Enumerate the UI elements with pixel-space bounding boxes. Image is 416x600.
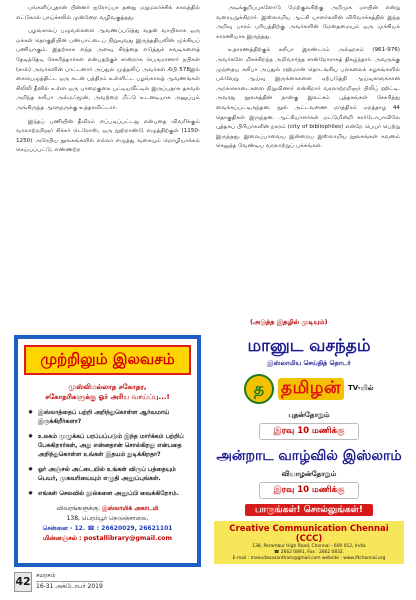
watch-text: பாருங்கள்! சொல்லுங்கள்! [245, 504, 373, 516]
company-box [214, 521, 404, 564]
company-phone: ☎ 2662 0891, Fax : 2662 0832. [273, 550, 345, 555]
org-address: 138, பெரம்பூர் நெடுஞ்சாலை, [66, 515, 149, 522]
page-footer [14, 572, 134, 594]
list-item [28, 408, 189, 426]
continued-note: (அடுத்த இதழில் முடியும்) [250, 318, 328, 326]
article-paragraph: உதாரணத்திற்குக் கலீபா இரண்டாம் அல்ஹகம் (961-976) அவர்களே மிகச்சிறந்த அறிவார்ந்த சான்றோராகத் திகழ்ந்தார். அவருக்கு முந்தைய கலீபா அப்துல் ரஹ்மான் தொடங்கிய பல்கலைக் கழகங்களில் பல்வேறு ஆய்வு இருக்கைகளை ஏற்படுத்தி ஆய்வுகளுக்கான அறக்கொடைகளை நிறுவினார் என்கிறார் வரலாற்றறிஞர் பிலிப் ஹிட்டி. அவரது நூலகத்தின் நான்கு இலட்சம் புத்தகங்கள் சேகரித்து வைக்கப்பட்டிருந்தன. நூல் அட்டவணை மாத்திரம் ஏறத்தாழ 44 தொகுதிகள் இருந்தன. ஆட்சியாளர்கள் மட்டுமின்றி கார்டோபாவிலே புத்தகப் பிரியர்களின் நகரம் (city of bibliophiles) என்றே பெயர் பெற்று இருந்தது. இலைப்பாவைய இன்றைய இஸ்லாமிய நூலகங்கள் கவனம் செலுத்த வேண்டிய வரலாற்றுப் பக்கங்கள். [216, 47, 400, 150]
company-web[interactable]: E-mail : manudavasantham@gmail.com website : www.iftchennai.org [232, 556, 386, 561]
manuda-vasantham-ad [214, 335, 404, 567]
article-paragraph: பழங்காலப் பழுவல்களை ஆவணப்படுத்து வதன் வாயிலாக ஒரு மக்கள் தொகுதியின் பண்பாட்டைப் நிறுவுவது இருந்ததியலின் முக்கியப் பணியாகும். இதற்காக எந்த அளவு சிரத்தை எடுத்துச் சுவடிகளைத் தேடித்தேடி சேகரித்தார்கள் என்பதற்குச் சான்றாக பெருமானார் நபிகள் (ஸல்) அவர்களின் பாட்டனார் அப்துல் முத்தலிப் அவர்கள் கிபி 578இல் கையெழுத்திட்ட ஒரு கடன் பத்திரம் உள்ளிட்ட பழங்காலத் ஆவணங்கள் சிலிலி தீனில் உள்ள ஒரு பாறைகுகை புட்டியவீட்டில் இருப்பதாக தகவல் அறிந்த கலீபா அல்மஃமூன், அவற்றை மீட்டு உடனடியாக அனுப்பும் அங்கிருந்த ஆளுநருக்கு உத்தரவிட்டார். [16, 28, 200, 111]
org-phone: சென்னை - 12. ☎ : 26620029, 26621101 [42, 525, 173, 532]
tamilan-tv-logo [234, 374, 384, 406]
article-column-left [16, 4, 200, 156]
list-item-text: ஓர் அஞ்சல் அட்டையில் உங்கள் விருப் பத்தையும் பெயர், முகவரியையும் எழுதி அனுப்புங்கள். [38, 466, 176, 482]
ad-headline-line2: சகோதரிகளுக்கு ஓர் அரிய வாய்ப்பு...! [45, 393, 170, 401]
list-item-text: இஸ்லாத்தைப் பற்றி அறிந்துகொள்ள ஆர்வமாய் இருக்கிறீர்களா? [38, 409, 170, 425]
page-number: 42 [14, 572, 32, 592]
contact-label: விவரங்களுக்கு: [56, 505, 101, 512]
org-name: இஸ்லாமிக் அகாடமி [102, 505, 159, 512]
article-paragraph: அடிக்குறிப்புகளோடு மேற்குலகிற்கு அறிமுக மாயின் என்று வரையறுக்கிறார். இஸ்லாமிய ஆட்சி யாளர்களின் விரிவாக்கத்தில் இந்த அறிவு பாரம் பரியத்திற்கு அவர்களின் மேதைமையும் ஒரு முக்கியக் காரணியாக இருந்தது. [216, 5, 400, 40]
bullet-icon: ✸ [28, 490, 34, 497]
bullet-icon: ✸ [28, 409, 34, 416]
company-address: 138, Perambur High Road, Chennai - 600 012, India [252, 544, 366, 549]
bullet-icon: ✸ [28, 433, 34, 440]
ad-list [18, 408, 197, 498]
list-item [28, 465, 189, 483]
ad-title: மானுட வசந்தம் [247, 336, 371, 356]
watch-banner [214, 505, 404, 516]
list-item [28, 489, 189, 498]
list-item-text: எங்கள் செலவில் நூல்களை அனுப்பி வைக்கிறோம். [38, 490, 179, 497]
article-paragraph: இந்தப் பணியின் தீவிரம் எப்படிப்பட்டது என்பதை விவரிக்கும் வரலாற்றறிஞர் சிக்கர் டெரோஸ், ஒரு நூற்றாண்டு எழுத்திற்குள் (1150-1250) அரேபிய நூலகங்களில் எல்லா எழுத்து வகையும் மொழியாக்கம் செய்யப்பட்டு, எண்ணற்ற [16, 118, 200, 154]
schedule-time-2: இரவு 10 மணிக்கு [259, 482, 359, 499]
free-banner: முற்றிலும் இலவசம் [24, 345, 191, 375]
tv-name: தமிழன் [278, 378, 344, 400]
ad-contact [18, 504, 197, 544]
tv-logo-icon: த [244, 374, 274, 404]
schedule-day-1: புதன்தோறும் [288, 411, 330, 419]
org-email[interactable]: மின்னஞ்சல் : postallibrary@gmail.com [42, 535, 173, 542]
article-column-right [216, 4, 400, 152]
company-name: Creative Communication Chennai (CCC) [229, 524, 389, 544]
schedule-day-2: வியாழன்தோறும் [281, 470, 337, 478]
tv-suffix: TV-யில் [348, 384, 374, 392]
issue-date: 16-31 அக்டோபர் 2019 [36, 583, 103, 590]
article-paragraph: பங்களிப்புதான் பின்னர் ஐரோப்பா தனது மறுமலர்ச்சிக் காலத்தில் எட்டுகால் பாய்ச்சலில் முன்னேற வழிவகுத்தது. [16, 5, 200, 21]
magazine-name: சமரசம் [36, 572, 56, 579]
ad-headline-line1: முஸ்லிமல்லாத சகோதர, [68, 383, 147, 391]
ad-subtitle: இஸ்லாமிய செய்தித் தொடர் [267, 359, 351, 367]
program-title: அன்றாட வாழ்வில் இஸ்லாம் [216, 448, 402, 464]
list-item [28, 432, 189, 459]
ad-headline [18, 382, 197, 402]
islamic-academy-ad [14, 335, 201, 567]
list-item-text: உலகம் முழுக்கப் பரப்பப்படும் இந்த மார்க்கம் பற்றிப் பேசுகிறார்கள், அது என்னதான் சொல்கிறது என்பதை அறிந்துகொள்ள உங்கள் இதயம் துடிக்கிறதா? [38, 433, 184, 458]
schedule-time-1: இரவு 10 மணிக்கு [259, 423, 359, 440]
bullet-icon: ✸ [28, 466, 34, 473]
